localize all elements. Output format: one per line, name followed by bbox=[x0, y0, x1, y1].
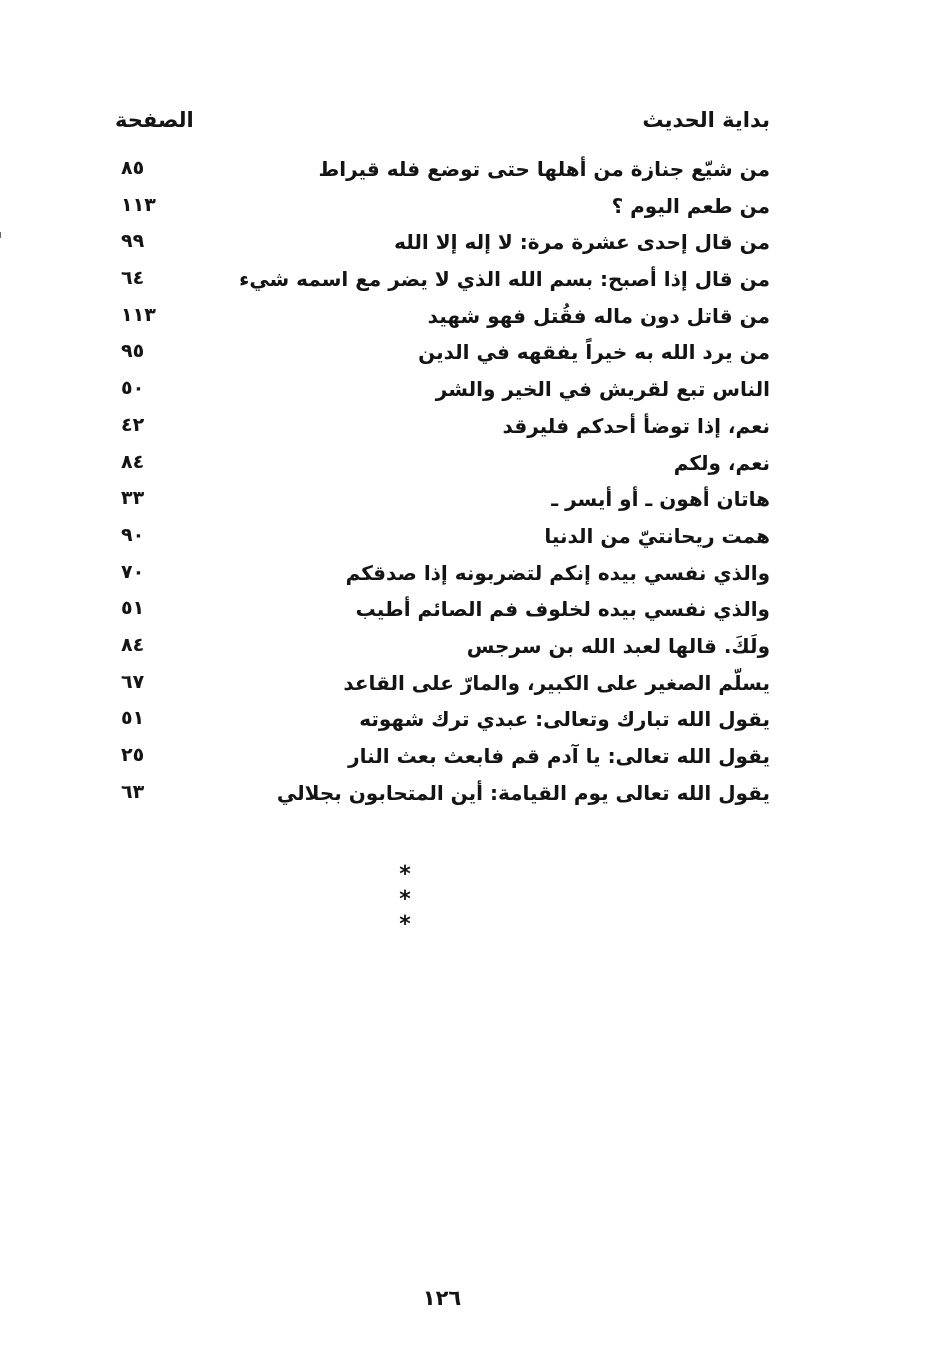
entry-text: من قاتل دون ماله فقُتل فهو شهيد bbox=[427, 303, 770, 328]
index-entry bbox=[115, 228, 770, 265]
entry-page-number: ٨٤ bbox=[121, 633, 145, 656]
entry-text: نعم، ولكم bbox=[673, 450, 770, 475]
entry-page-number: ٦٣ bbox=[121, 780, 145, 803]
entry-page-number: ١١٣ bbox=[121, 193, 156, 216]
entry-page-number: ٢٥ bbox=[121, 744, 145, 766]
entry-page-number: ٩٩ bbox=[121, 230, 145, 253]
index-entry bbox=[115, 155, 770, 192]
entry-text: الناس تبع لقريش في الخير والشر bbox=[435, 377, 770, 402]
entry-text: يقول الله تبارك وتعالى: عبدي ترك شهوته bbox=[359, 707, 770, 732]
entry-text: من طعم اليوم ؟ bbox=[611, 193, 770, 218]
entry-page-number: ٦٤ bbox=[121, 267, 145, 290]
index-entry-list bbox=[115, 155, 770, 815]
entry-page-number: ٥١ bbox=[121, 597, 145, 620]
entry-text: يقول الله تعالى: يا آدم قم فابعث بعث النار bbox=[348, 744, 770, 768]
scan-edge-mark bbox=[0, 232, 5, 238]
entry-page-number: ٧٠ bbox=[121, 560, 145, 583]
entry-text: من قال إحدى عشرة مرة: لا إله إلا الله bbox=[394, 230, 770, 255]
index-entry bbox=[115, 302, 770, 339]
header-hadith-start-label: بداية الحديث bbox=[642, 108, 770, 132]
header-page-label: الصفحة bbox=[115, 108, 194, 132]
entry-text: يقول الله تعالى يوم القيامة: أين المتحابون بجلالي bbox=[276, 780, 770, 805]
entry-text: ولَكَ. قالها لعبد الله بن سرجس bbox=[466, 633, 770, 658]
index-entry bbox=[115, 375, 770, 412]
index-entry bbox=[115, 338, 770, 375]
index-entry bbox=[115, 485, 770, 522]
entry-page-number: ٨٥ bbox=[121, 157, 145, 179]
index-entry bbox=[115, 265, 770, 302]
entry-text: من شيّع جنازة من أهلها حتى توضع فله قيراط bbox=[318, 157, 770, 181]
entry-text: والذي نفسي بيده إنكم لتضربونه إذا صدقكم bbox=[345, 560, 770, 585]
entry-text: من قال إذا أصبح: بسم الله الذي لا يضر مع اسمه شيء bbox=[239, 267, 770, 292]
entry-page-number: ٥١ bbox=[121, 707, 145, 730]
entry-page-number: ١١٣ bbox=[121, 303, 156, 326]
entry-text: هاتان أهون ـ أو أيسر ـ bbox=[551, 487, 770, 512]
index-entry bbox=[115, 192, 770, 229]
entry-text: من يرد الله به خيراً يفقهه في الدين bbox=[418, 340, 770, 365]
entry-page-number: ٩٠ bbox=[121, 523, 145, 546]
index-entry bbox=[115, 705, 770, 742]
index-entry bbox=[115, 669, 770, 706]
entry-page-number: ٤٢ bbox=[121, 413, 145, 436]
entry-text: يسلّم الصغير على الكبير، والمارّ على القاعد bbox=[343, 670, 770, 695]
index-entry bbox=[115, 595, 770, 632]
index-header bbox=[115, 108, 770, 144]
entry-page-number: ٥٠ bbox=[121, 377, 145, 400]
section-separator: * * * bbox=[399, 862, 441, 937]
entry-page-number: ٦٧ bbox=[121, 670, 145, 693]
index-entry bbox=[115, 742, 770, 779]
index-entry bbox=[115, 522, 770, 559]
entry-page-number: ٩٥ bbox=[121, 340, 145, 363]
index-entry bbox=[115, 779, 770, 816]
index-entry bbox=[115, 559, 770, 596]
entry-text: همت ريحانتيّ من الدنيا bbox=[544, 523, 770, 548]
page-number: ١٢٦ bbox=[422, 1286, 462, 1310]
index-entry bbox=[115, 412, 770, 449]
entry-page-number: ٨٤ bbox=[121, 450, 145, 473]
entry-text: نعم، إذا توضأ أحدكم فليرقد bbox=[502, 413, 770, 438]
index-entry bbox=[115, 632, 770, 669]
index-entry bbox=[115, 449, 770, 486]
entry-page-number: ٣٣ bbox=[121, 487, 145, 510]
entry-text: والذي نفسي بيده لخلوف فم الصائم أطيب bbox=[355, 597, 770, 622]
